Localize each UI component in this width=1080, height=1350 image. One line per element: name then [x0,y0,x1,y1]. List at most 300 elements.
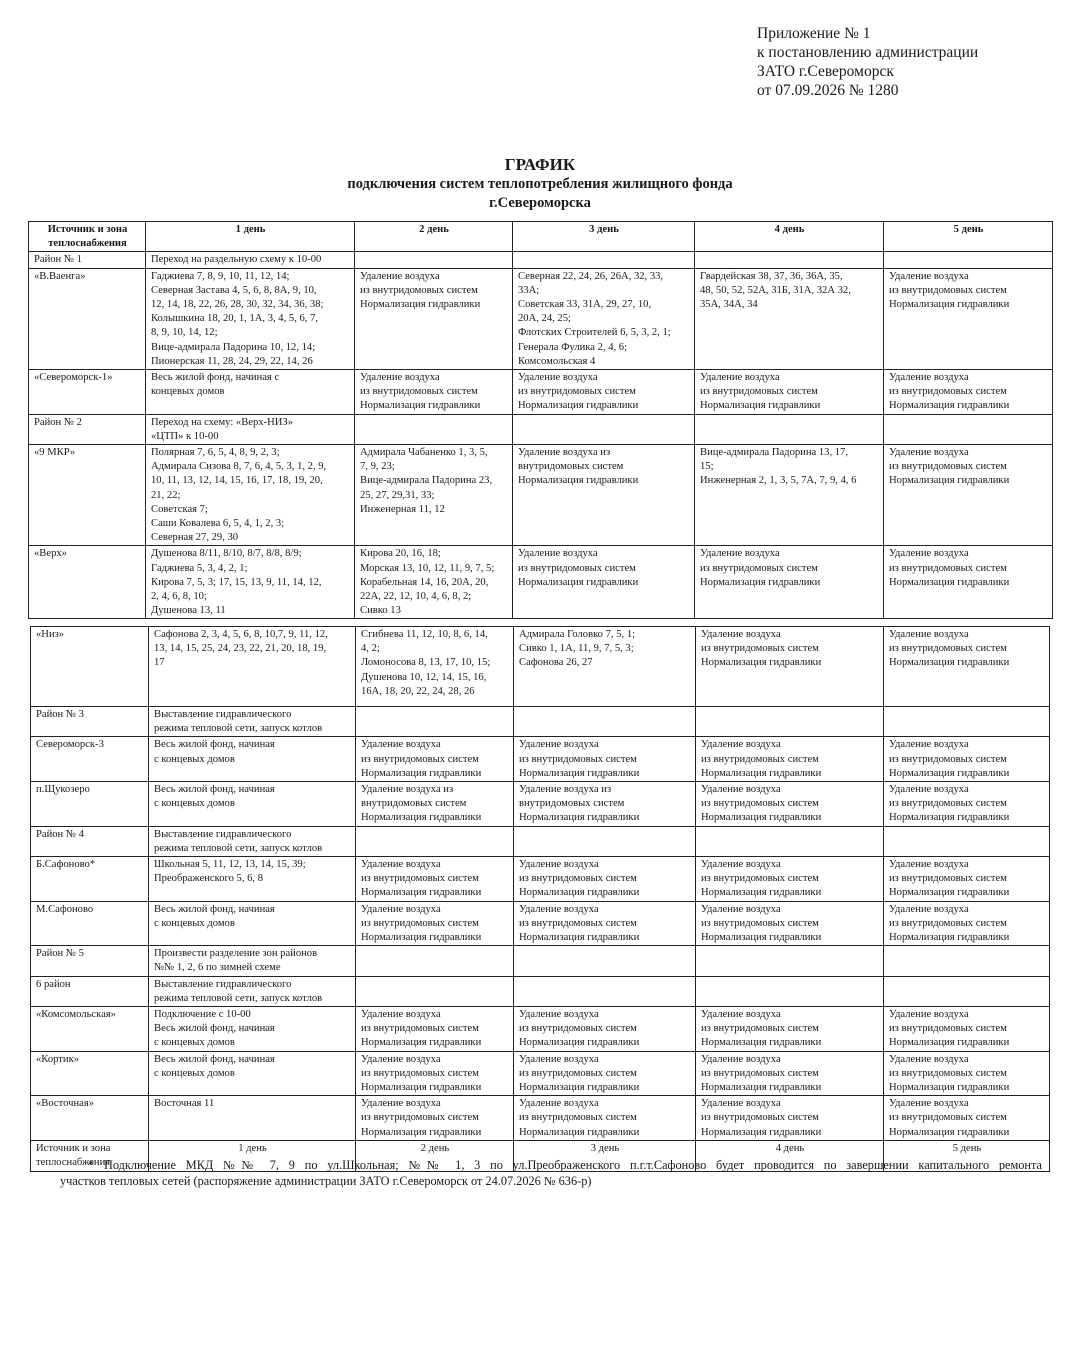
cell-text: 35А, 34А, 34 [700,299,758,311]
cell-text: №№ 1, 2, 6 по зимней схеме [154,962,281,974]
cell-text: из внутридомовых систем [361,917,479,929]
cell-day-1 [149,627,356,707]
cell-text: внутридомовых систем [518,461,624,473]
cell-day-1 [149,782,356,827]
cell-day-3 [513,445,695,546]
cell-text: Удаление воздуха [700,372,780,384]
table-row [29,546,1053,619]
cell-zone [31,946,149,976]
cell-text: 17 [154,657,165,669]
cell-text: Подключение с 10-00 [154,1009,251,1021]
table-row [31,976,1050,1006]
cell-day-1 [146,414,355,444]
cell-text: Удаление воздуха [701,1053,781,1065]
cell-text: Удаление воздуха [889,1053,969,1065]
cell-text: Душенова 13, 11 [151,605,226,617]
cell-day-1 [146,370,355,415]
cell-day-2 [355,414,513,444]
cell-text: Сгибнева 11, 12, 10, 8, 6, 14, [361,629,488,640]
cell-text: Удаление воздуха из [361,784,454,796]
cell-zone [31,857,149,902]
cell-text: Выставление гидравлического [154,978,292,990]
cell-text: Нормализация гидравлики [889,576,1010,588]
cell-text: Удаление воздуха [360,270,440,282]
cell-day-2 [356,946,514,976]
cell-text: Нормализация гидравлики [701,932,822,944]
cell-text: из внутридомовых систем [361,873,479,885]
cell-text: Удаление воздуха [701,859,781,871]
cell-zone [31,737,149,782]
cell-text: Северная Застава 4, 5, 6, 8, 8А, 9, 10, [151,284,317,296]
cell-text: из внутридомовых систем [701,873,819,885]
cell-text: «Верх» [34,548,67,560]
cell-day-1 [149,901,356,946]
cell-text: Удаление воздуха [701,739,781,751]
cell-text: Удаление воздуха [361,1053,441,1065]
cell-zone [31,826,149,856]
cell-text: Весь жилой фонд, начиная [154,784,275,796]
cell-text: Удаление воздуха [889,859,969,871]
cell-text: из внутридомовых систем [701,1067,819,1079]
cell-text: 22А, 22, 12, 10, 4, 6, 8, 2; [360,591,472,603]
cell-day-5 [884,737,1050,782]
cell-text: Кирова 20, 16, 18; [360,548,441,560]
cell-text: из внутридомовых систем [701,753,819,765]
cell-text: Удаление воздуха [701,1098,781,1110]
cell-text: Вице-адмирала Падорина 23, [360,475,493,487]
cell-text: из внутридомовых систем [519,917,637,929]
cell-text: Нормализация гидравлики [519,1126,640,1138]
table-row [31,1007,1050,1052]
cell-text: Северная 27, 29, 30 [151,532,239,544]
cell-text: Сивко 13 [360,605,401,617]
cell-day-5 [884,370,1053,415]
cell-day-4 [696,627,884,707]
cell-day-3 [513,252,695,268]
cell-day-3 [514,737,696,782]
cell-day-5 [884,627,1050,707]
cell-day-2 [356,901,514,946]
cell-text: Нормализация гидравлики [519,887,640,899]
cell-day-2 [356,782,514,827]
cell-day-3 [514,707,696,737]
cell-text: из внутридомовых систем [519,753,637,765]
cell-text: из внутридомовых систем [701,1023,819,1035]
cell-text: 8, 9, 10, 14, 12; [151,327,218,339]
cell-day-4 [695,370,884,415]
cell-text: Корабельная 14, 16, 20А, 20, [360,576,489,588]
cell-text: Весь жилой фонд, начиная [154,1053,275,1065]
cell-day-4 [696,1007,884,1052]
cell-day-3 [514,946,696,976]
header-cell-day-4: 4 день [696,1140,884,1171]
cell-day-2 [355,252,513,268]
cell-day-2 [355,370,513,415]
cell-text: Нормализация гидравлики [889,1037,1010,1049]
cell-text: из внутридомовых систем [889,562,1007,574]
cell-text: Нормализация гидравлики [519,812,640,824]
cell-day-2 [356,1007,514,1052]
cell-text: Нормализация гидравлики [361,1082,482,1094]
cell-text: Весь жилой фонд, начиная с [151,372,280,384]
cell-day-1 [146,268,355,369]
cell-text: 16А, 18, 20, 22, 24, 28, 26 [361,685,475,697]
cell-text: Район № 5 [36,948,84,960]
cell-text: Нормализация гидравлики [701,887,822,899]
cell-text: Удаление воздуха [701,784,781,796]
cell-text: из внутридомовых систем [361,1023,479,1035]
cell-zone [31,627,149,707]
cell-text: Ломоносова 8, 13, 17, 10, 15; [361,657,491,669]
cell-text: Удаление воздуха из [518,447,611,459]
cell-text: Удаление воздуха [519,903,599,915]
cell-day-5 [884,782,1050,827]
cell-text: Удаление воздуха [889,372,969,384]
header-cell-day-2: 2 день [356,1140,514,1171]
cell-text: Удаление воздуха [519,859,599,871]
cell-zone [31,1007,149,1052]
cell-text: «ЦТП» к 10-00 [151,430,219,442]
cell-text: Переход на раздельную схему к 10-00 [151,254,322,266]
cell-day-4 [696,707,884,737]
cell-zone [31,976,149,1006]
cell-day-5 [884,414,1053,444]
cell-text: 6 район [36,978,71,990]
cell-zone [31,901,149,946]
cell-zone [31,1051,149,1096]
cell-text: Удаление воздуха [889,447,969,459]
cell-text: «Низ» [36,629,65,640]
cell-day-4 [695,252,884,268]
cell-day-4 [696,901,884,946]
cell-text: Флотских Строителей 6, 5, 3, 2, 1; [518,327,671,339]
table-row [31,946,1050,976]
cell-text: Нормализация гидравлики [889,1126,1010,1138]
cell-day-4 [696,1096,884,1141]
cell-day-3 [514,826,696,856]
cell-text: Нормализация гидравлики [360,400,481,412]
appendix-block [757,24,978,100]
cell-text: из внутридомовых систем [889,917,1007,929]
cell-day-1 [146,252,355,268]
cell-text: 13, 14, 15, 25, 24, 23, 22, 21, 20, 18, 19, [154,643,327,655]
cell-zone [29,268,146,369]
cell-text: Североморск-3 [36,739,104,751]
cell-text: Удаление воздуха [361,1098,441,1110]
cell-text: Нормализация гидравлики [518,400,639,412]
cell-day-1 [149,826,356,856]
cell-text: Удаление воздуха [519,1098,599,1110]
cell-day-2 [356,857,514,902]
cell-day-5 [884,901,1050,946]
cell-text: Удаление воздуха [889,548,969,560]
cell-day-1 [149,857,356,902]
cell-zone [31,1096,149,1141]
cell-day-5 [884,268,1053,369]
cell-day-2 [355,268,513,369]
cell-day-3 [514,1096,696,1141]
cell-zone [29,414,146,444]
cell-text: Вице-адмирала Падорина 10, 12, 14; [151,341,316,353]
cell-text: Нормализация гидравлики [361,767,482,779]
cell-text: Б.Сафоново* [36,859,96,871]
cell-zone [29,252,146,268]
cell-day-1 [149,946,356,976]
cell-day-3 [514,1007,696,1052]
cell-zone [29,445,146,546]
cell-zone [29,546,146,619]
cell-day-1 [146,445,355,546]
cell-zone [29,370,146,415]
cell-text: Адмирала Головко 7, 5, 1; [519,629,636,640]
cell-text: «Североморск-1» [34,372,113,384]
schedule-table-bottom [30,626,1050,1172]
table-row [31,901,1050,946]
document-subtitle-city: г.Североморска [489,195,591,211]
cell-day-2 [356,976,514,1006]
cell-text: Северная 22, 24, 26, 26А, 32, 33, [518,270,664,282]
cell-text: Нормализация гидравлики [518,475,639,487]
cell-day-4 [696,782,884,827]
cell-text: из внутридомовых систем [889,873,1007,885]
cell-day-5 [884,1096,1050,1141]
cell-text: Инженерная 11, 12 [360,503,445,515]
cell-day-4 [696,857,884,902]
header-cell-zone: Источник и зона теплоснабжения [29,222,146,252]
cell-day-1 [149,1096,356,1141]
cell-text: из внутридомовых систем [519,873,637,885]
cell-day-4 [696,1051,884,1096]
cell-text: Удаление воздуха [889,629,969,640]
table-row [31,1096,1050,1141]
cell-text: 4, 2; [361,643,380,655]
cell-text: Пионерская 11, 28, 24, 29, 22, 14, 26 [151,355,313,367]
cell-text: из внутридомовых систем [360,284,478,296]
cell-text: из внутридомовых систем [519,1112,637,1124]
cell-text: Кирова 7, 5, 3; 17, 15, 13, 9, 11, 14, 12, [151,576,322,588]
cell-text: Колышкина 18, 20, 1, 1А, 3, 4, 5, 6, 7, [151,313,319,325]
cell-text: внутридомовых систем [361,798,467,810]
cell-text: из внутридомовых систем [889,1067,1007,1079]
cell-day-2 [356,737,514,782]
cell-text: «Комсомольская» [36,1009,116,1021]
cell-day-3 [513,268,695,369]
cell-text: 2, 4, 6, 8, 10; [151,591,207,603]
cell-text: Нормализация гидравлики [361,1037,482,1049]
cell-text: Удаление воздуха [518,372,598,384]
cell-text: Удаление воздуха [360,372,440,384]
cell-text: Советская 33, 31А, 29, 27, 10, [518,299,652,311]
cell-text: Нормализация гидравлики [701,1082,822,1094]
cell-text: из внутридомовых систем [519,1023,637,1035]
cell-text: Удаление воздуха [889,270,969,282]
cell-day-1 [149,976,356,1006]
table-body [31,627,1050,1141]
table-row [31,826,1050,856]
cell-text: 20А, 24, 25; [518,313,571,325]
cell-text: Удаление воздуха [361,739,441,751]
table-body [29,252,1053,619]
cell-text: «9 МКР» [34,447,76,459]
cell-text: Удаление воздуха [701,629,781,640]
cell-text: из внутридомовых систем [889,1112,1007,1124]
cell-text: Нормализация гидравлики [519,1082,640,1094]
table-row [29,252,1053,268]
cell-text: 21, 22; [151,489,181,501]
cell-text: Нормализация гидравлики [889,767,1010,779]
cell-day-2 [356,707,514,737]
cell-text: из внутридомовых систем [889,461,1007,473]
table-row [29,268,1053,369]
cell-text: 25, 27, 29,31, 33; [360,489,435,501]
cell-text: Удаление воздуха [889,903,969,915]
cell-text: Сафонова 26, 27 [519,657,593,669]
cell-text: Нормализация гидравлики [701,767,822,779]
header-cell-day-3: 3 день [513,222,695,252]
cell-day-2 [356,627,514,707]
cell-text: из внутридомовых систем [889,643,1007,655]
cell-text: Удаление воздуха из [519,784,612,796]
cell-text: Удаление воздуха [889,1098,969,1110]
cell-day-4 [696,737,884,782]
table-row [31,737,1050,782]
cell-text: из внутридомовых систем [889,753,1007,765]
cell-day-5 [884,546,1053,619]
cell-text: режима тепловой сети, запуск котлов [154,992,323,1004]
cell-text: из внутридомовых систем [361,1112,479,1124]
cell-text: из внутридомовых систем [701,798,819,810]
cell-text: из внутридомовых систем [701,917,819,929]
cell-text: Нормализация гидравлики [889,400,1010,412]
cell-text: Удаление воздуха [361,1009,441,1021]
cell-text: Полярная 7, 6, 5, 4, 8, 9, 2, 3; [151,447,280,459]
cell-day-4 [695,445,884,546]
table-row [29,445,1053,546]
cell-text: из внутридомовых систем [360,386,478,398]
table-row [31,627,1050,707]
document-subtitle: подключения систем теплопотребления жилищного фонда [347,176,733,192]
cell-text: Удаление воздуха [889,739,969,751]
cell-text: из внутридомовых систем [518,386,636,398]
cell-text: Нормализация гидравлики [701,657,822,669]
cell-text: с концевых домов [154,1067,235,1079]
appendix-line: ЗАТО г.Североморск [757,63,894,80]
cell-text: концевых домов [151,386,225,398]
cell-text: Школьная 5, 11, 12, 13, 14, 15, 39; [154,859,306,871]
cell-text: Морская 13, 10, 12, 11, 9, 7, 5; [360,562,495,574]
cell-text: Район № 4 [36,828,84,840]
header-cell-day-2: 2 день [355,222,513,252]
header-cell-zone: Источник и зона теплоснабжения [31,1140,149,1171]
cell-day-1 [149,737,356,782]
cell-text: Нормализация гидравлики [519,932,640,944]
cell-text: Нормализация гидравлики [360,299,481,311]
cell-zone [31,782,149,827]
cell-text: Удаление воздуха [700,548,780,560]
cell-text: Нормализация гидравлики [518,576,639,588]
table-row [29,414,1053,444]
appendix-line: к постановлению администрации [757,44,979,61]
cell-text: Район № 3 [36,709,84,720]
cell-text: Душенова 10, 12, 14, 15, 16, [361,671,487,683]
cell-text: Выставление гидравлического [154,709,292,720]
table-row [31,1051,1050,1096]
cell-text: Адмирала Чабаненко 1, 3, 5, [360,447,488,459]
cell-text: из внутридомовых систем [701,1112,819,1124]
cell-text: Нормализация гидравлики [519,767,640,779]
cell-day-4 [695,546,884,619]
cell-text: 12, 14, 18, 22, 26, 28, 30, 32, 34, 36, 38; [151,299,324,311]
cell-text: Восточная 11 [154,1098,215,1110]
cell-text: Нормализация гидравлики [889,657,1010,669]
cell-text: с концевых домов [154,1037,235,1049]
cell-text: п.Щукозеро [36,784,90,796]
cell-day-5 [884,445,1053,546]
cell-day-3 [514,976,696,1006]
table-header-row [29,222,1053,252]
cell-text: Удаление воздуха [361,859,441,871]
cell-text: из внутридомовых систем [700,386,818,398]
header-cell-day-5: 5 день [884,1140,1050,1171]
cell-day-4 [696,946,884,976]
cell-day-2 [356,1051,514,1096]
cell-text: с концевых домов [154,753,235,765]
cell-text: Советская 7; [151,503,208,515]
cell-text: Нормализация гидравлики [889,812,1010,824]
cell-text: Выставление гидравлического [154,828,292,840]
header-cell-day-1: 1 день [149,1140,356,1171]
cell-text: из внутридомовых систем [889,386,1007,398]
table-row [29,370,1053,415]
cell-text: Нормализация гидравлики [889,887,1010,899]
cell-text: из внутридомовых систем [519,1067,637,1079]
cell-text: Гаджиева 5, 3, 4, 2, 1; [151,562,248,574]
cell-day-5 [884,1007,1050,1052]
document-title: ГРАФИК [504,155,576,174]
cell-day-5 [884,826,1050,856]
cell-text: Удаление воздуха [701,903,781,915]
cell-text: режима тепловой сети, запуск котлов [154,723,323,735]
footnote [60,1157,1042,1189]
cell-day-1 [149,1007,356,1052]
cell-text: из внутридомовых систем [701,643,819,655]
cell-text: Удаление воздуха [889,784,969,796]
cell-day-1 [146,546,355,619]
cell-text: 15; [700,461,714,473]
header-cell-day-4: 4 день [695,222,884,252]
cell-text: 7, 9, 23; [360,461,395,473]
cell-text: Сивко 1, 1А, 11, 9, 7, 5, 3; [519,643,634,655]
cell-day-3 [514,857,696,902]
cell-text: Район № 2 [34,416,82,428]
cell-text: Душенова 8/11, 8/10, 8/7, 8/8, 8/9; [151,548,302,560]
cell-text: Удаление воздуха [889,1009,969,1021]
cell-text: из внутридомовых систем [889,798,1007,810]
cell-day-1 [149,707,356,737]
cell-text: «Восточная» [36,1098,95,1110]
cell-text: режима тепловой сети, запуск котлов [154,842,323,854]
cell-day-2 [355,546,513,619]
cell-day-3 [514,782,696,827]
cell-text: «В.Ваенга» [34,270,86,282]
cell-text: из внутридомовых систем [361,753,479,765]
cell-text: Гвардейская 38, 37, 36, 36А, 35, [700,270,843,282]
cell-text: из внутридомовых систем [889,1023,1007,1035]
cell-text: Район № 1 [34,254,82,266]
cell-text: Переход на схему: «Верх-НИЗ» [151,416,293,428]
cell-day-3 [514,1051,696,1096]
table-row [31,707,1050,737]
